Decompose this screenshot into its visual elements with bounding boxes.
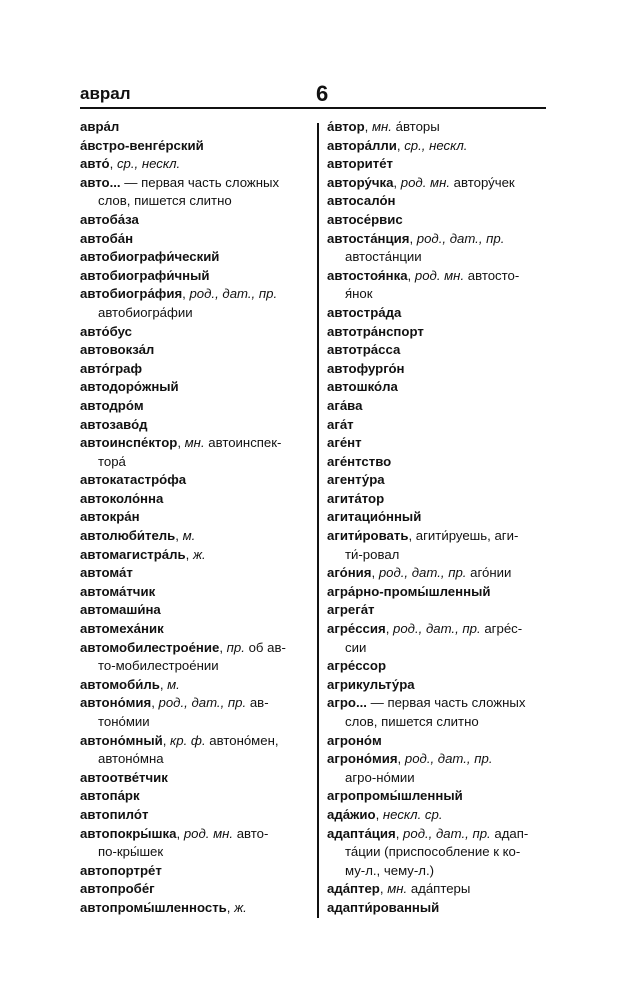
grammar-note: м. <box>182 528 196 544</box>
headword: агроно́мия <box>327 751 398 767</box>
dictionary-entry <box>327 434 542 453</box>
headword: агре́ссор <box>327 658 386 674</box>
headword: автоколо́нна <box>80 490 164 506</box>
headword: авто... <box>80 174 121 190</box>
dictionary-entry <box>80 230 295 249</box>
dictionary-entry: автомоби́ль, м. <box>80 676 180 692</box>
headword: автолюби́тель <box>80 528 176 544</box>
headword: ада́птер <box>327 881 380 897</box>
dictionary-entry <box>80 620 295 639</box>
dictionary-entry: автомагистра́ль, ж. <box>80 546 206 562</box>
grammar-note: пр. <box>226 639 245 655</box>
headword: автомеха́ник <box>80 621 164 637</box>
dictionary-entry <box>80 267 295 286</box>
entry-text: об ав- <box>244 639 286 655</box>
entry-text: автору́чек <box>450 174 515 190</box>
headword: автобиогра́фия <box>80 286 183 302</box>
dictionary-entry <box>327 787 542 806</box>
dictionary-entry <box>327 732 542 751</box>
headword: автопортре́т <box>80 862 162 878</box>
dictionary-entry <box>80 806 295 825</box>
grammar-note: мн. <box>184 435 205 451</box>
dictionary-entry <box>327 527 542 546</box>
entry-continuation: тоно́мии <box>98 714 150 729</box>
dictionary-entry <box>327 323 542 342</box>
running-head-word: аврал <box>80 84 131 103</box>
dictionary-entry: автопокры́шка, род. мн. авто- <box>80 825 269 841</box>
dictionary-entry <box>327 508 542 527</box>
grammar-note: род. мн. <box>414 267 465 283</box>
entry-continuation: автоно́мна <box>98 751 164 767</box>
dictionary-entry <box>327 471 542 490</box>
headword: автостоя́нка <box>327 267 408 283</box>
dictionary-entry <box>80 397 295 416</box>
dictionary-entry <box>80 378 295 397</box>
entry-continuation: я́нок <box>345 286 373 302</box>
headword: агрикульту́ра <box>327 676 415 692</box>
dictionary-entry: адапта́ция, род., дат., пр. адап- <box>327 825 529 841</box>
headword: автосало́н <box>327 193 396 209</box>
entry-continuation: слов, пишется слитно <box>98 193 232 209</box>
header-rule <box>80 107 546 109</box>
headword: автошко́ла <box>327 379 398 395</box>
headword: автофурго́н <box>327 360 405 376</box>
headword: аге́нт <box>327 435 362 451</box>
headword: ага́ва <box>327 397 363 413</box>
dictionary-entry <box>80 416 295 435</box>
grammar-note: мн. <box>387 881 408 897</box>
grammar-note: ж. <box>192 546 206 562</box>
headword: автору́чка <box>327 174 394 190</box>
dictionary-entry <box>80 490 295 509</box>
dictionary-entry <box>327 601 542 620</box>
entry-text: а́вторы <box>391 119 440 134</box>
entry-continuation: му-л., чему-л.) <box>345 862 435 878</box>
headword: автотра́сса <box>327 342 401 358</box>
dictionary-entry: агре́ссия, род., дат., пр. агре́с- <box>327 621 523 637</box>
headword: автомаши́на <box>80 602 161 618</box>
entry-continuation: тора́ <box>98 453 126 469</box>
headword: автотра́нспорт <box>327 323 424 339</box>
dictionary-entry <box>80 601 295 620</box>
dictionary-entry: аго́ния, род., дат., пр. аго́нии <box>327 565 512 581</box>
dictionary-entry <box>327 899 542 918</box>
dictionary-entry <box>327 490 542 509</box>
entry-continuation: слов, пишется слитно <box>345 714 479 729</box>
column-divider <box>317 123 319 918</box>
dictionary-entry: авто́, ср., нескл. <box>80 156 181 172</box>
dictionary-entry <box>80 174 295 193</box>
entry-text: , агити́руешь, аги- <box>408 528 519 544</box>
dictionary-entry <box>327 211 542 230</box>
dictionary-entry <box>80 564 295 583</box>
dictionary-entry: автомобилестрое́ние, пр. об ав- <box>80 639 286 655</box>
headword: автобиографи́чный <box>80 267 210 283</box>
dictionary-entry <box>80 360 295 379</box>
grammar-note: род. мн. <box>183 825 234 841</box>
dictionary-entry: агроно́мия, род., дат., пр. <box>327 751 493 767</box>
headword: автосе́рвис <box>327 211 403 227</box>
dictionary-entry: а́втор, мн. а́вторы <box>327 119 440 134</box>
dictionary-entry: автопромы́шленность, ж. <box>80 899 247 915</box>
entry-continuation: сии <box>345 639 367 655</box>
headword: агропромы́шленный <box>327 788 463 804</box>
headword: автоинспе́ктор <box>80 435 178 451</box>
entry-text: ада́птеры <box>407 881 471 897</box>
dictionary-entry <box>327 583 542 602</box>
dictionary-entry <box>327 397 542 416</box>
headword: а́встро-венге́рский <box>80 137 204 153</box>
dictionary-entry <box>80 341 295 360</box>
dictionary-entry <box>80 769 295 788</box>
dictionary-entry <box>80 862 295 881</box>
dictionary-entry: автоно́мия, род., дат., пр. ав- <box>80 695 269 711</box>
dictionary-entry: автора́лли, ср., нескл. <box>327 137 468 153</box>
grammar-note: род. мн. <box>400 174 450 190</box>
headword: автопило́т <box>80 806 149 822</box>
headword: автоотве́тчик <box>80 769 168 785</box>
page-number: 6 <box>316 81 329 106</box>
headword: агроно́м <box>327 732 382 748</box>
entry-text: автоинспек- <box>204 435 282 451</box>
dictionary-entry <box>327 341 542 360</box>
headword: автобиографи́ческий <box>80 249 220 265</box>
dictionary-entry <box>327 657 542 676</box>
dictionary-entry <box>327 453 542 472</box>
grammar-note: мн. <box>372 119 392 134</box>
entry-continuation: агро-но́мии <box>345 769 415 785</box>
headword: авра́л <box>80 119 120 134</box>
dictionary-entry: автору́чка, род. мн. автору́чек <box>327 174 515 190</box>
grammar-note: ж. <box>234 899 247 915</box>
headword: агита́тор <box>327 490 385 506</box>
grammar-note: род., дат., пр. <box>416 230 505 246</box>
grammar-note: ср., нескл. <box>116 156 181 172</box>
dictionary-entry <box>80 787 295 806</box>
right-column <box>327 118 542 918</box>
headword: а́втор <box>327 119 365 134</box>
headword: автомобилестрое́ние <box>80 639 220 655</box>
entry-text: авто- <box>233 825 269 841</box>
headword: автора́лли <box>327 137 397 153</box>
entry-text: агре́с- <box>480 621 523 637</box>
headword: ага́т <box>327 416 354 432</box>
headword: автомоби́ль <box>80 676 160 692</box>
headword: авто́бус <box>80 323 132 339</box>
entry-text: автоно́мен, <box>205 732 279 748</box>
dictionary-entry <box>80 583 295 602</box>
grammar-note: род., дат., пр. <box>189 286 278 302</box>
headword: автоста́нция <box>327 230 410 246</box>
headword: автоно́мия <box>80 695 152 711</box>
headword: авторите́т <box>327 156 394 172</box>
headword: автопа́рк <box>80 788 140 804</box>
headword: автокатастро́фа <box>80 472 187 488</box>
headword: автоба́за <box>80 211 139 227</box>
headword: автопробе́г <box>80 881 155 897</box>
grammar-note: род., дат., пр. <box>404 751 493 767</box>
dictionary-entry <box>80 323 295 342</box>
headword: автоба́н <box>80 230 134 246</box>
headword: автопромы́шленность <box>80 899 227 915</box>
headword: агра́рно-промы́шленный <box>327 583 491 599</box>
dictionary-entry <box>327 360 542 379</box>
headword: автокра́н <box>80 509 140 525</box>
entry-continuation: то-мобилестрое́нии <box>98 658 219 674</box>
dictionary-entry <box>80 137 295 156</box>
dictionary-entry: автоинспе́ктор, мн. автоинспек- <box>80 435 282 451</box>
entry-continuation: автоста́нции <box>345 249 422 265</box>
dictionary-entry: автоста́нция, род., дат., пр. <box>327 230 505 246</box>
dictionary-entry <box>327 192 542 211</box>
headword: автопокры́шка <box>80 825 177 841</box>
headword: автовокза́л <box>80 342 155 358</box>
dictionary-entry <box>327 676 542 695</box>
dictionary-entry <box>327 694 542 713</box>
headword: агенту́ра <box>327 472 385 488</box>
dictionary-entry <box>327 378 542 397</box>
headword: авто́ <box>80 156 110 172</box>
headword: адапти́рованный <box>327 899 440 915</box>
headword: автоно́мный <box>80 732 163 748</box>
dictionary-entry <box>327 155 542 174</box>
headword: автома́т <box>80 565 133 581</box>
dictionary-entry: ада́жио, нескл. ср. <box>327 806 443 822</box>
headword: автодро́м <box>80 397 144 413</box>
headword: автодоро́жный <box>80 379 179 395</box>
dictionary-entry <box>80 880 295 899</box>
dictionary-entry: автоно́мный, кр. ф. автоно́мен, <box>80 732 279 748</box>
headword: агре́ссия <box>327 621 386 637</box>
entry-continuation: автобиогра́фии <box>98 304 193 320</box>
dictionary-entry: автолюби́тель, м. <box>80 528 196 544</box>
grammar-note: м. <box>167 676 180 692</box>
headword: агити́ровать <box>327 528 409 544</box>
headword: агро... <box>327 695 367 711</box>
headword: адапта́ция <box>327 825 396 841</box>
headword: автомагистра́ль <box>80 546 186 562</box>
headword: авто́граф <box>80 360 143 376</box>
headword: автозаво́д <box>80 416 148 432</box>
headword: ада́жио <box>327 806 376 822</box>
entry-text: аго́нии <box>466 565 512 581</box>
headword: автостра́да <box>327 304 402 320</box>
grammar-note: ср., нескл. <box>404 137 468 153</box>
entry-text: — первая часть сложных <box>366 695 526 711</box>
grammar-note: род., дат., пр. <box>403 825 491 841</box>
dictionary-entry <box>80 211 295 230</box>
dictionary-entry <box>327 416 542 435</box>
headword: автома́тчик <box>80 583 156 599</box>
entry-continuation: ти́-ровал <box>345 546 400 562</box>
headword: агитацио́нный <box>327 509 422 525</box>
entry-text: адап- <box>490 825 529 841</box>
grammar-note: кр. ф. <box>170 732 206 748</box>
entry-text: — первая часть сложных <box>120 174 280 190</box>
dictionary-entry <box>80 471 295 490</box>
dictionary-entry: автостоя́нка, род. мн. автосто- <box>327 267 520 283</box>
grammar-note: род., дат., пр. <box>393 621 481 637</box>
dictionary-entry <box>80 118 295 137</box>
entry-continuation: та́ции (приспособление к ко- <box>345 844 521 860</box>
dictionary-entry <box>327 304 542 323</box>
entry-text: автосто- <box>464 267 520 283</box>
headword: агрега́т <box>327 602 375 618</box>
dictionary-entry: ада́птер, мн. ада́птеры <box>327 881 471 897</box>
left-column <box>80 118 295 918</box>
dictionary-entry <box>80 508 295 527</box>
entry-continuation: по-кры́шек <box>98 844 164 860</box>
grammar-note: нескл. ср. <box>382 806 443 822</box>
entry-text: ав- <box>246 695 269 711</box>
grammar-note: род., дат., пр. <box>378 565 467 581</box>
headword: аго́ния <box>327 565 372 581</box>
dictionary-entry: автобиогра́фия, род., дат., пр. <box>80 286 278 302</box>
grammar-note: род., дат., пр. <box>158 695 247 711</box>
dictionary-entry <box>80 248 295 267</box>
headword: аге́нтство <box>327 453 392 469</box>
